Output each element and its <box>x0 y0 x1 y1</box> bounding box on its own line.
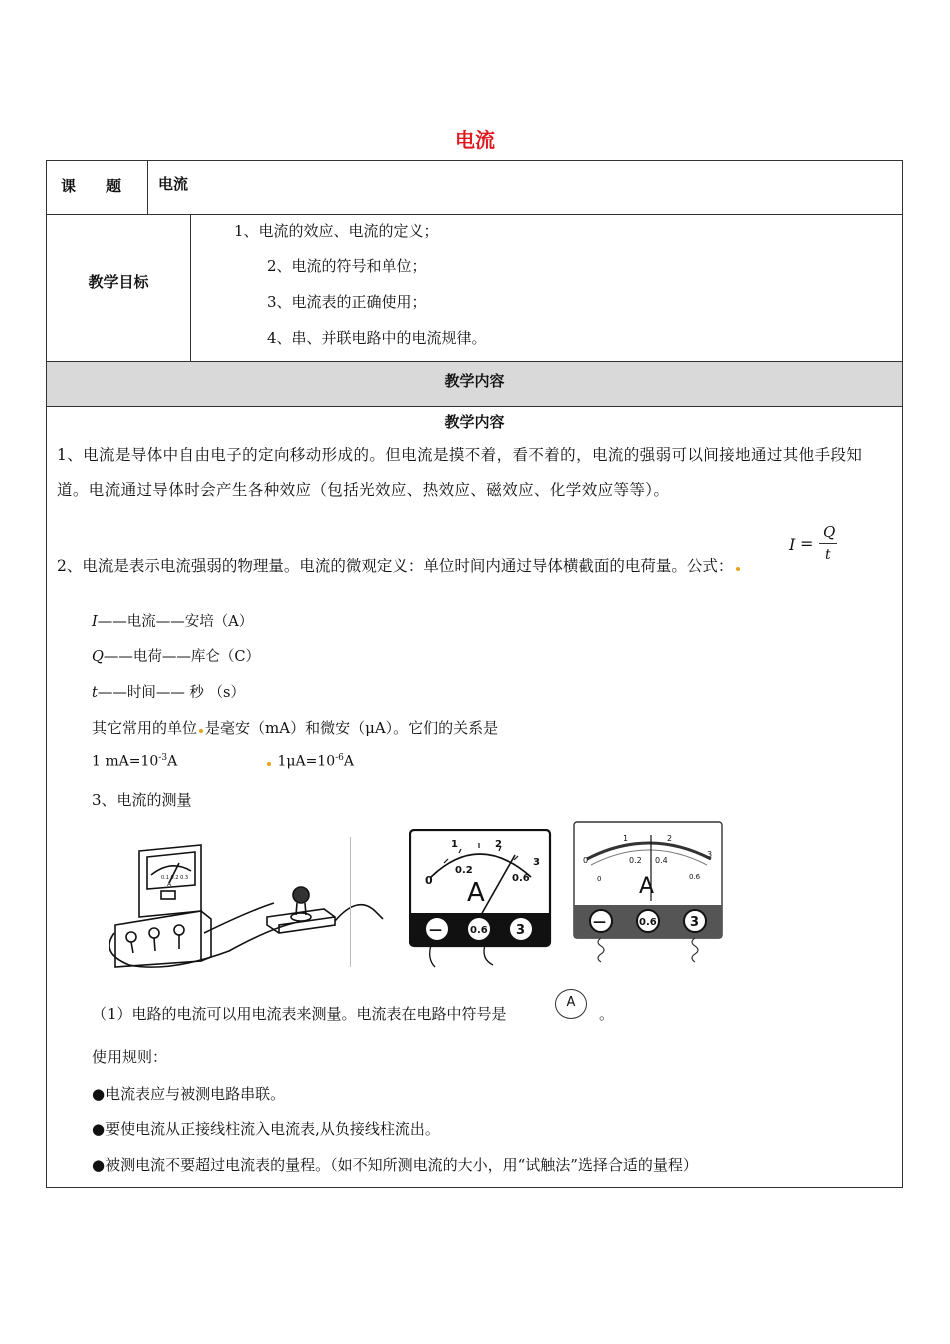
scale-label: 1 <box>451 839 458 850</box>
fraction-bar <box>819 543 837 544</box>
objective-item: 4、串、并联电路中的电流规律。 <box>267 329 487 347</box>
formula-denominator: t <box>825 547 831 563</box>
meter-symbol: A <box>467 878 485 908</box>
terminal-label: 3 <box>690 915 700 930</box>
other-units-line <box>92 717 498 738</box>
scale-label: 3 <box>707 850 713 859</box>
scale-label: 1 <box>623 834 629 843</box>
formula-current <box>789 523 839 568</box>
scale-label: 0.6 <box>512 873 530 884</box>
measurement-text-end: 。 <box>599 1005 615 1023</box>
unit-symbol: I <box>92 614 98 630</box>
paragraph-current-definition: 1、电流是导体中自由电子的定向移动形成的。但电流是摸不着，看不着的，电流的强弱可以间接地通过其他手段知道。电流通过导体时会产生各种效应（包括光效应、热效应、磁效应、化学效应等等）。 <box>57 446 863 499</box>
unit-text: ——电荷——库仑（C） <box>103 649 260 665</box>
terminal-label: 0.6 <box>470 925 488 936</box>
measurement-instruction <box>92 1003 507 1024</box>
marker-dot <box>736 567 740 571</box>
relation-exponent: -6 <box>335 753 344 763</box>
relation-base: 1 mA=10 <box>92 753 159 770</box>
unit-line <box>92 610 253 631</box>
objectives-label: 教学目标 <box>88 273 149 291</box>
ammeter-face-grey-illustration <box>573 821 725 971</box>
terminal-label: — <box>593 915 606 930</box>
relation-base: 1μA=10 <box>277 753 336 770</box>
scale-label: 2 <box>495 839 502 850</box>
objective-item: 2、电流的符号和单位； <box>267 257 427 275</box>
relation-ua <box>265 753 354 770</box>
topic-value: 电流 <box>158 175 189 193</box>
unit-line <box>92 681 245 702</box>
content-title: 教学内容 <box>444 413 505 431</box>
formula-eq: = <box>800 534 814 553</box>
scale-label: 0.6 <box>689 873 701 881</box>
col-divider <box>190 214 191 361</box>
unit-symbol: t <box>92 685 98 701</box>
scale-label: 0 <box>583 856 589 865</box>
unit-line <box>92 645 260 666</box>
ammeter-circuit-illustration <box>109 833 384 971</box>
svg-text:0.1 0.2 0.3: 0.1 0.2 0.3 <box>161 875 189 881</box>
relation-unit: A <box>343 753 355 770</box>
row-divider <box>47 406 902 407</box>
illustration-divider <box>350 837 351 967</box>
col-divider <box>147 161 148 214</box>
rules-title: 使用规则： <box>92 1048 168 1066</box>
scale-label: 0.4 <box>655 856 668 865</box>
scale-label: 2 <box>667 834 673 843</box>
scale-label: 0 <box>425 874 433 887</box>
relation-ma <box>92 753 177 770</box>
unit-text: ——电流——安培（A） <box>97 614 254 630</box>
rule-item: ●要使电流从正接线柱流入电流表,从负接线柱流出。 <box>92 1120 440 1138</box>
lesson-table <box>46 160 903 1188</box>
scale-label: 0 <box>597 875 602 883</box>
measurement-text: （1）电路的电流可以用电流表来测量。电流表在电路中符号是 <box>92 1005 507 1023</box>
relation-exponent: -3 <box>158 753 168 763</box>
ammeter-symbol: A <box>555 989 587 1019</box>
document-title: 电流 <box>455 128 495 152</box>
unit-text: ——时间—— 秒 （s） <box>97 685 245 701</box>
meter-symbol: A <box>639 874 655 899</box>
scale-label: 0.2 <box>629 856 642 865</box>
terminal-label: — <box>429 923 442 938</box>
scale-label: 0.2 <box>455 865 473 876</box>
paragraph-current-quantity <box>57 554 733 576</box>
row-divider <box>47 214 902 215</box>
other-units-text-a: 其它常用的单位 <box>92 719 198 737</box>
objective-item: 3、电流表的正确使用； <box>267 293 427 311</box>
terminal-label: 0.6 <box>639 917 657 928</box>
formula-lhs: I <box>789 535 796 554</box>
section-measurement: 3、电流的测量 <box>92 791 192 809</box>
rule-item: ●被测电流不要超过电流表的量程。（如不知所测电流的大小，用“试触法”选择合适的量程） <box>92 1156 698 1174</box>
marker-dot <box>267 762 271 766</box>
unit-symbol: Q <box>92 649 104 665</box>
formula-numerator: Q <box>823 523 836 541</box>
relation-unit: A <box>167 753 178 770</box>
terminal-label: 3 <box>516 923 526 938</box>
topic-label: 课 题 <box>61 177 122 195</box>
objective-item: 1、电流的效应、电流的定义； <box>234 222 439 240</box>
content-header: 教学内容 <box>444 372 505 390</box>
ammeter-face-illustration <box>409 829 554 969</box>
rule-item: ●电流表应与被测电路串联。 <box>92 1085 286 1103</box>
svg-text:A: A <box>167 881 172 888</box>
marker-dot <box>199 729 203 733</box>
paragraph-text: 2、电流是表示电流强弱的物理量。电流的微观定义：单位时间内通过导体横截面的电荷量。公式： <box>57 557 734 575</box>
other-units-text-b: 是毫安（mA）和微安（μA）。它们的关系是 <box>205 719 499 737</box>
scale-label: 3 <box>533 857 540 868</box>
